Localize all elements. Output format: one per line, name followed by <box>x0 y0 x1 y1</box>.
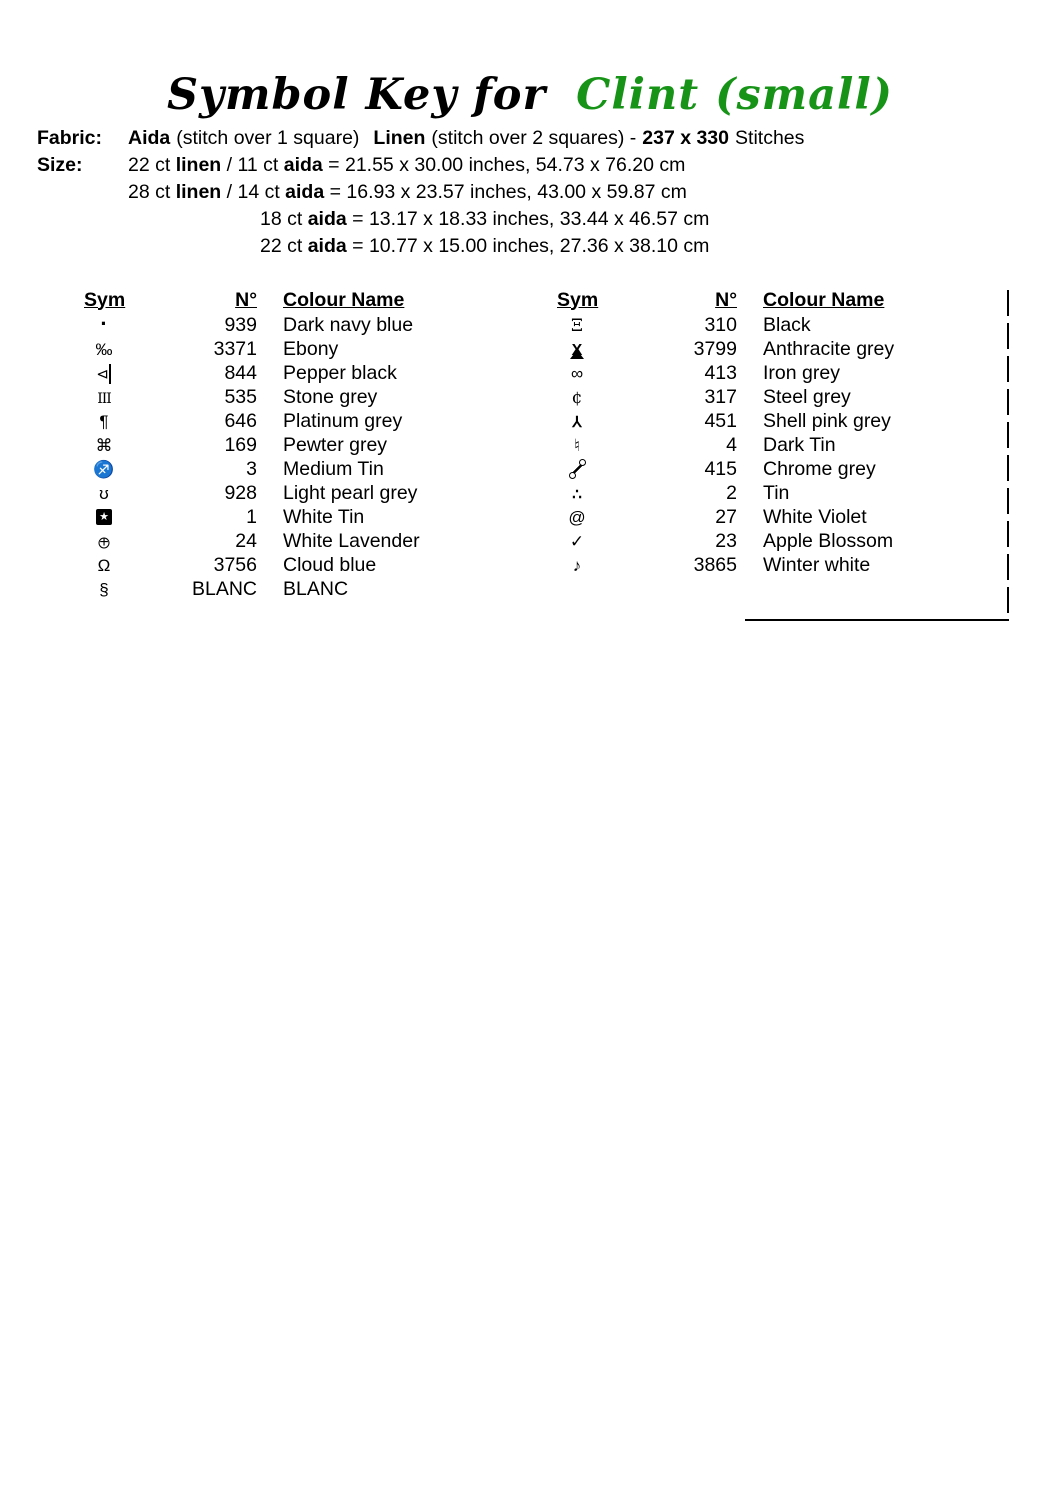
fabric-type-aida: Aida <box>128 127 171 149</box>
floss-number: 27 <box>715 505 737 528</box>
stitch-symbol-icon: § <box>99 579 109 599</box>
stitch-symbol-icon: ‰ <box>95 339 113 359</box>
floss-number: 413 <box>704 361 737 384</box>
table-border-horizontal-line <box>745 619 1009 621</box>
floss-number: 317 <box>704 385 737 408</box>
size-dimensions: = 10.77 x 15.00 inches, 27.36 x 38.10 cm <box>346 235 710 257</box>
stitch-symbol-icon: ✓ <box>569 531 585 551</box>
stitch-symbol-icon: ♐ <box>93 459 115 479</box>
size-text: 22 ct <box>128 154 176 176</box>
column-header-sym: Sym <box>557 288 599 311</box>
floss-number: 3756 <box>213 553 257 576</box>
floss-number: 3371 <box>213 337 257 360</box>
table-row <box>84 529 420 553</box>
table-row <box>84 505 420 529</box>
colour-name: Chrome grey <box>763 457 876 480</box>
colour-name: Iron grey <box>763 361 840 384</box>
size-fabric-bold: linen <box>175 154 222 176</box>
colour-name: Cloud blue <box>283 553 377 576</box>
floss-number: 3799 <box>693 337 737 360</box>
key-table-body <box>84 310 420 601</box>
colour-name: Pewter grey <box>283 433 388 456</box>
size-text: 18 ct <box>260 208 308 230</box>
table-row <box>557 385 894 409</box>
table-row <box>557 457 894 481</box>
colour-name: Light pearl grey <box>283 481 418 504</box>
table-row <box>557 529 894 553</box>
table-row <box>84 481 420 505</box>
table-row <box>84 337 420 361</box>
colour-name: Shell pink grey <box>763 409 891 432</box>
fabric-type-linen: Linen <box>373 127 426 149</box>
stitch-count: 237 x 330 <box>642 127 730 149</box>
colour-name: Tin <box>763 481 790 504</box>
floss-number: 4 <box>726 433 737 456</box>
table-border-vertical-line <box>1007 290 1009 620</box>
stitch-symbol-icon: ⊲ <box>96 365 112 385</box>
table-row <box>84 409 420 433</box>
page-title <box>0 70 1060 120</box>
table-row <box>557 361 894 385</box>
size-text: / 11 ct <box>221 154 284 176</box>
size-line-1 <box>37 152 804 179</box>
floss-number: 24 <box>235 529 257 552</box>
floss-number: 844 <box>224 361 257 384</box>
stitch-symbol-icon: ⅄ <box>572 413 582 431</box>
size-fabric-bold: linen <box>175 181 222 203</box>
floss-number: 3865 <box>693 553 737 576</box>
table-row <box>557 433 894 457</box>
floss-number: 415 <box>704 457 737 480</box>
floss-number: 1 <box>246 505 257 528</box>
colour-name: Steel grey <box>763 385 851 408</box>
stitch-symbol-icon: ★ <box>96 509 112 525</box>
table-row <box>84 457 420 481</box>
table-row <box>84 385 420 409</box>
key-table-header <box>84 287 420 313</box>
floss-number: 928 <box>224 481 257 504</box>
floss-number: 535 <box>224 385 257 408</box>
key-table-header <box>557 287 894 313</box>
colour-name: Medium Tin <box>283 457 384 480</box>
stitch-symbol-icon: @ <box>568 507 586 527</box>
size-fabric-bold: aida <box>285 181 325 203</box>
column-header-colour-name: Colour Name <box>283 288 405 311</box>
table-row <box>84 553 420 577</box>
column-header-number: N° <box>715 288 737 311</box>
colour-name: Platinum grey <box>283 409 403 432</box>
symbol-key-table-left <box>84 287 420 601</box>
colour-name: Pepper black <box>283 361 397 384</box>
table-row <box>84 577 420 601</box>
floss-number: 646 <box>224 409 257 432</box>
table-row <box>84 433 420 457</box>
stitch-count-suffix: Stitches <box>735 127 805 149</box>
stitch-symbol-icon: + <box>96 533 112 553</box>
stitch-symbol-icon: ʊ <box>99 483 109 503</box>
stitch-symbol-icon: ∴ <box>572 485 582 503</box>
size-line-2 <box>37 179 804 206</box>
stitch-symbol-icon: Ξ <box>571 315 583 336</box>
size-fabric-bold: aida <box>307 235 347 257</box>
stitch-symbol-icon: III <box>97 390 111 407</box>
floss-number: 2 <box>726 481 737 504</box>
floss-number: 169 <box>224 433 257 456</box>
stitch-symbol-icon: ¢ <box>571 387 583 408</box>
stitch-symbol-icon: ∞ <box>570 363 584 383</box>
stitch-symbol-icon: · <box>100 310 108 336</box>
colour-name: White Violet <box>763 505 867 528</box>
table-row <box>557 313 894 337</box>
colour-name: Ebony <box>283 337 339 360</box>
colour-name: Dark Tin <box>763 433 836 456</box>
table-row <box>557 505 894 529</box>
colour-name: Apple Blossom <box>763 529 894 552</box>
key-table-body <box>557 313 894 577</box>
fabric-label: Fabric: <box>37 127 103 149</box>
size-line-4 <box>37 233 804 260</box>
column-header-colour-name: Colour Name <box>763 288 885 311</box>
stitch-symbol-icon: X <box>569 341 585 361</box>
title-prefix: Symbol Key for <box>166 70 547 120</box>
table-row <box>557 337 894 361</box>
floss-number: 451 <box>704 409 737 432</box>
table-row <box>557 553 894 577</box>
fabric-desc-aida: (stitch over 1 square) <box>176 127 360 149</box>
colour-name: Anthracite grey <box>763 337 895 360</box>
size-dimensions: = 13.17 x 18.33 inches, 33.44 x 46.57 cm <box>346 208 710 230</box>
fabric-line <box>37 125 804 152</box>
size-fabric-bold: aida <box>283 154 323 176</box>
size-line-3 <box>37 206 804 233</box>
colour-name: Dark navy blue <box>283 313 414 336</box>
size-fabric-bold: aida <box>307 208 347 230</box>
colour-name: Black <box>763 313 811 336</box>
table-row <box>84 361 420 385</box>
colour-name: White Tin <box>283 505 365 528</box>
floss-number: 310 <box>704 313 737 336</box>
pattern-info-block <box>37 125 804 260</box>
colour-name: BLANC <box>283 577 349 600</box>
stitch-symbol-icon <box>571 461 584 477</box>
floss-number: 939 <box>224 313 257 336</box>
size-label: Size: <box>37 154 83 176</box>
table-row <box>84 310 420 337</box>
stitch-symbol-icon: ♮ <box>573 435 581 455</box>
size-dimensions: = 21.55 x 30.00 inches, 54.73 x 76.20 cm <box>322 154 686 176</box>
table-row <box>557 409 894 433</box>
stitch-symbol-icon: ⌘ <box>95 435 113 455</box>
stitch-symbol-icon: ¶ <box>99 411 109 431</box>
symbol-key-table-right <box>557 287 894 577</box>
size-text: / 14 ct <box>221 181 286 203</box>
title-pattern-name: Clint (small) <box>576 70 894 120</box>
colour-name: White Lavender <box>283 529 420 552</box>
fabric-desc-linen: (stitch over 2 squares) - <box>431 127 637 149</box>
floss-number: 23 <box>715 529 737 552</box>
size-text: 28 ct <box>128 181 176 203</box>
column-header-number: N° <box>235 288 257 311</box>
column-header-sym: Sym <box>84 288 126 311</box>
floss-number: BLANC <box>191 577 257 600</box>
stitch-symbol-icon: Ω <box>97 555 111 575</box>
size-text: 22 ct <box>260 235 308 257</box>
table-row <box>557 481 894 505</box>
stitch-symbol-icon: ♪ <box>572 555 582 575</box>
size-dimensions: = 16.93 x 23.57 inches, 43.00 x 59.87 cm <box>324 181 687 203</box>
floss-number: 3 <box>246 457 257 480</box>
colour-name: Stone grey <box>283 385 378 408</box>
colour-name: Winter white <box>763 553 871 576</box>
